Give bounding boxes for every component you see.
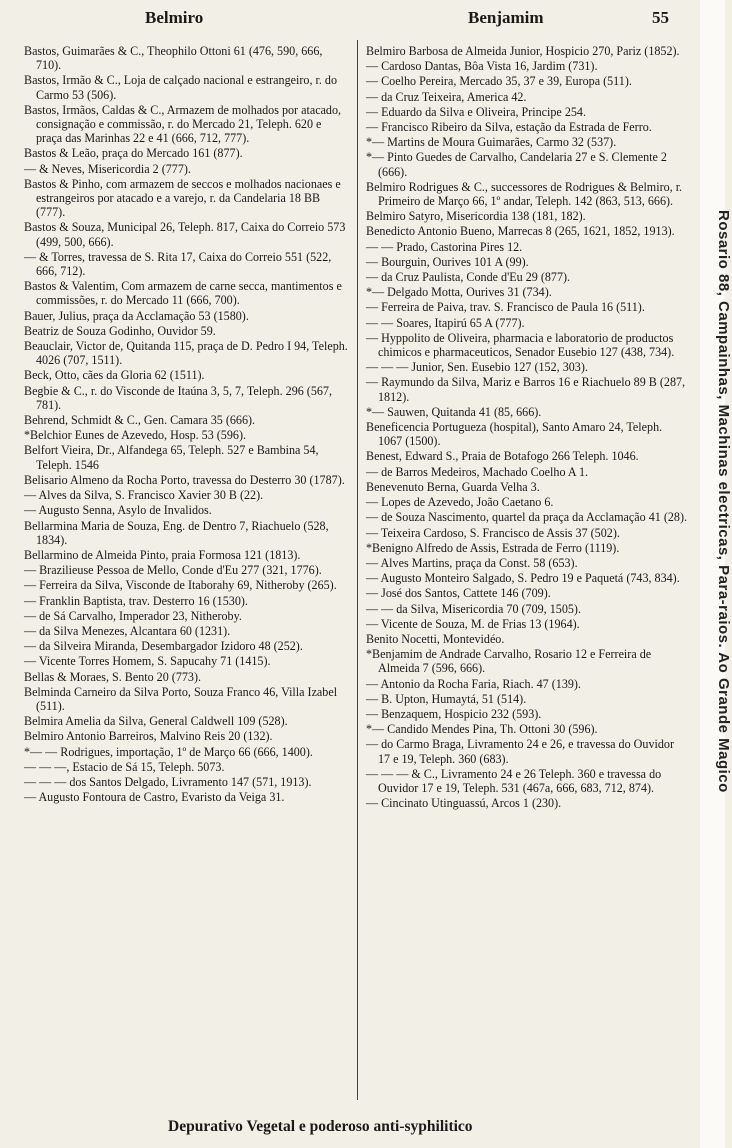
directory-entry: — de Souza Nascimento, quartel da praça da Acclamação 41 (28).	[366, 510, 688, 525]
directory-entry: Beneficencia Portugueza (hospital), Santo Amaro 24, Teleph. 1067 (1500).	[366, 420, 663, 449]
directory-entry: — — — & C., Livramento 24 e 26 Teleph. 360 e travessa do Ouvidor 17 e 19, Teleph. 531 (467a, 666, 683, 712, 874).	[366, 766, 662, 795]
directory-entry: Belmiro Satyro, Misericordia 138 (181, 182).	[366, 209, 586, 224]
directory-entry: — Augusto Monteiro Salgado, S. Pedro 19 e Paquetá (743, 834).	[366, 571, 680, 586]
footer-advertisement: Depurativo Vegetal e poderoso anti-syphilitico	[168, 1118, 473, 1135]
directory-entry: *— Sauwen, Quitanda 41 (85, 666).	[366, 404, 542, 419]
directory-entry: — Augusto Fontoura de Castro, Evaristo da Veiga 31.	[24, 790, 285, 805]
directory-entry: — Lopes de Azevedo, João Caetano 6.	[366, 495, 554, 510]
directory-entry: — Vicente de Souza, M. de Frias 13 (1964).	[366, 616, 580, 631]
directory-entry: Belmira Amelia da Silva, General Caldwell 109 (528).	[24, 714, 288, 729]
right-column	[366, 44, 688, 811]
directory-entry: Belminda Carneiro da Silva Porto, Souza Franco 46, Villa Izabel (511).	[24, 684, 338, 713]
page-number: 55	[652, 8, 669, 27]
directory-entry: — Cardoso Dantas, Bôa Vista 16, Jardim (731).	[366, 59, 598, 74]
directory-entry: *— Delgado Motta, Ourives 31 (734).	[366, 285, 552, 300]
directory-entry: — Teixeira Cardoso, S. Francisco de Assis 37 (502).	[366, 525, 620, 540]
directory-entry: Belmiro Barbosa de Almeida Junior, Hospicio 270, Pariz (1852).	[366, 44, 680, 58]
directory-entry: — B. Upton, Humaytá, 51 (514).	[366, 691, 527, 706]
directory-entry: — Antonio da Rocha Faria, Riach. 47 (139).	[366, 676, 581, 691]
directory-entry: — Francisco Ribeiro da Silva, estação da Estrada de Ferro.	[366, 120, 652, 135]
directory-entry: — Coelho Pereira, Mercado 35, 37 e 39, Europa (511).	[366, 74, 632, 89]
directory-entry: Beauclair, Victor de, Quitanda 115, praça de D. Pedro I 94, Teleph. 4026 (707, 1511).	[24, 339, 348, 368]
directory-entry: — da Cruz Teixeira, America 42.	[366, 89, 527, 104]
directory-entry: — Eduardo da Silva e Oliveira, Principe 254.	[366, 104, 586, 119]
directory-entry: — Franklin Baptista, trav. Desterro 16 (1530).	[24, 593, 248, 608]
directory-entry: Bastos & Leão, praça do Mercado 161 (877).	[24, 146, 243, 161]
left-column	[24, 44, 350, 805]
column-divider	[357, 40, 358, 1100]
directory-entry: — José dos Santos, Cattete 146 (709).	[366, 586, 551, 601]
directory-entry: Bellarmina Maria de Souza, Eng. de Dentro 7, Riachuelo (528, 1834).	[24, 518, 329, 547]
directory-entry: — Benzaquem, Hospicio 232 (593).	[366, 706, 542, 721]
directory-entry: — & Torres, travessa de S. Rita 17, Caixa do Correio 551 (522, 666, 712).	[24, 249, 332, 279]
directory-entry: Benevenuto Berna, Guarda Velha 3.	[366, 479, 540, 494]
directory-entry: Benito Nocetti, Montevidéo.	[366, 631, 505, 646]
directory-entry: Belmiro Rodrigues & C., successores de Rodrigues & Belmiro, r. Primeiro de Março 66, 1º andar, Teleph. 142 (863, 513, 666).	[366, 179, 683, 209]
directory-entry: — — Prado, Castorina Pires 12.	[366, 239, 523, 254]
directory-entry: Bastos, Guimarães & C., Theophilo Ottoni 61 (476, 590, 666, 710).	[24, 44, 323, 73]
directory-entry: *— Pinto Guedes de Carvalho, Candelaria 27 e S. Clemente 2 (666).	[366, 150, 667, 179]
directory-entry: Bauer, Julius, praça da Acclamação 53 (1580).	[24, 308, 249, 323]
directory-entry: — — — Junior, Sen. Eusebio 127 (152, 303).	[366, 360, 588, 375]
directory-entry: *— — Rodrigues, importação, 1º de Março 66 (666, 1400).	[24, 744, 313, 759]
directory-entry: Bellas & Moraes, S. Bento 20 (773).	[24, 669, 202, 684]
directory-entry: — Raymundo da Silva, Mariz e Barros 16 e Riachuelo 89 B (287, 1812).	[366, 375, 686, 404]
directory-entry: Benest, Edward S., Praia de Botafogo 266 Teleph. 1046.	[366, 449, 639, 464]
directory-entry: Behrend, Schmidt & C., Gen. Camara 35 (666).	[24, 413, 256, 428]
directory-entry: — de Sá Carvalho, Imperador 23, Nitheroby.	[24, 608, 242, 623]
directory-entry: — Alves Martins, praça da Const. 58 (653).	[366, 555, 578, 570]
directory-entry: — da Silveira Miranda, Desembargador Izidoro 48 (252).	[24, 639, 303, 654]
directory-entry: *— Candido Mendes Pina, Th. Ottoni 30 (596).	[366, 722, 598, 737]
directory-entry: Benedicto Antonio Bueno, Marrecas 8 (265, 1621, 1852, 1913).	[366, 224, 675, 239]
directory-entry: — Cincinato Utinguassú, Arcos 1 (230).	[366, 796, 562, 811]
directory-entry: Belmiro Antonio Barreiros, Malvino Reis 20 (132).	[24, 729, 273, 744]
header-right-term: Benjamim	[468, 8, 544, 27]
directory-entry: Begbie & C., r. do Visconde de Itaúna 3, 5, 7, Teleph. 296 (567, 781).	[24, 383, 332, 412]
directory-entry: *Benigno Alfredo de Assis, Estrada de Ferro (1119).	[366, 540, 620, 555]
directory-entry: — da Cruz Paulista, Conde d'Eu 29 (877).	[366, 270, 571, 285]
directory-entry: Bastos, Irmãos, Caldas & C., Armazem de molhados por atacado, consignação e commissão, r. do Mercado 21, Teleph. 620 e praça das Marinhas 22 e 41 (666, 712, 777).	[24, 102, 342, 146]
directory-entry: *Belchior Eunes de Azevedo, Hosp. 53 (596).	[24, 428, 247, 443]
directory-entry: — & Neves, Misericordia 2 (777).	[24, 161, 191, 176]
directory-entry: Bastos, Irmão & C., Loja de calçado nacional e estrangeiro, r. do Carmo 53 (506).	[24, 73, 337, 102]
directory-entry: *— Martins de Moura Guimarães, Carmo 32 (537).	[366, 135, 617, 150]
directory-entry: Belfort Vieira, Dr., Alfandega 65, Teleph. 527 e Bambina 54, Teleph. 1546	[24, 443, 319, 472]
directory-entry: Bastos & Valentim, Com armazem de carne secca, mantimentos e commissões, r. do Mercado 11 (666, 700).	[24, 279, 342, 308]
directory-entry: — — — dos Santos Delgado, Livramento 147 (571, 1913).	[24, 774, 312, 789]
directory-entry: Bastos & Pinho, com armazem de seccos e molhados nacionaes e estrangeiros por atacado e a varejo, r. da Candelaria 18 BB (777).	[24, 176, 341, 220]
directory-entry: Bastos & Souza, Municipal 26, Teleph. 817, Caixa do Correio 573 (499, 500, 666).	[24, 220, 346, 249]
directory-entry: — Vicente Torres Homem, S. Sapucahy 71 (1415).	[24, 654, 271, 669]
directory-entry: — Hyppolito de Oliveira, pharmacia e laboratorio de productos chimicos e pharmaceuticos, Senador Eusebio 127 (438, 734).	[366, 330, 675, 360]
directory-entry: — do Carmo Braga, Livramento 24 e 26, e travessa do Ouvidor 17 e 19, Teleph. 360 (683).	[366, 737, 674, 766]
directory-entry: Belisario Almeno da Rocha Porto, travessa do Desterro 30 (1787).	[24, 472, 345, 487]
directory-entry: Bellarmino de Almeida Pinto, praia Formosa 121 (1813).	[24, 547, 301, 562]
directory-entry: — da Silva Menezes, Alcantara 60 (1231).	[24, 623, 231, 638]
header-left-term: Belmiro	[145, 8, 204, 27]
directory-entry: — Brazilieuse Pessoa de Mello, Conde d'Eu 277 (321, 1776).	[24, 563, 322, 578]
directory-entry: — — da Silva, Misericordia 70 (709, 1505).	[366, 601, 581, 616]
directory-entry: Beatriz de Souza Godinho, Ouvidor 59.	[24, 323, 216, 338]
directory-entry: — Ferreira de Paiva, trav. S. Francisco de Paula 16 (511).	[366, 300, 645, 315]
directory-entry: — Augusto Senna, Asylo de Invalidos.	[24, 503, 212, 518]
directory-entry: — Bourguin, Ourives 101 A (99).	[366, 254, 529, 269]
directory-entry: Beck, Otto, cães da Gloria 62 (1511).	[24, 368, 205, 383]
edge-advertisement: Rosario 88, Campainhas, Machinas electricas, Para-raios. Ao Grande Magico	[715, 210, 732, 793]
directory-entry: *Benjamim de Andrade Carvalho, Rosario 12 e Ferreira de Almeida 7 (596, 666).	[366, 647, 652, 676]
directory-entry: — Alves da Silva, S. Francisco Xavier 30 B (22).	[24, 488, 264, 503]
directory-entry: — de Barros Medeiros, Machado Coelho A 1.	[366, 464, 589, 479]
directory-entry: — — Soares, Itapirú 65 A (777).	[366, 315, 525, 330]
directory-entry: — Ferreira da Silva, Visconde de Itaborahy 69, Nitheroby (265).	[24, 578, 337, 593]
directory-entry: — — —, Estacio de Sá 15, Teleph. 5073.	[24, 759, 225, 774]
